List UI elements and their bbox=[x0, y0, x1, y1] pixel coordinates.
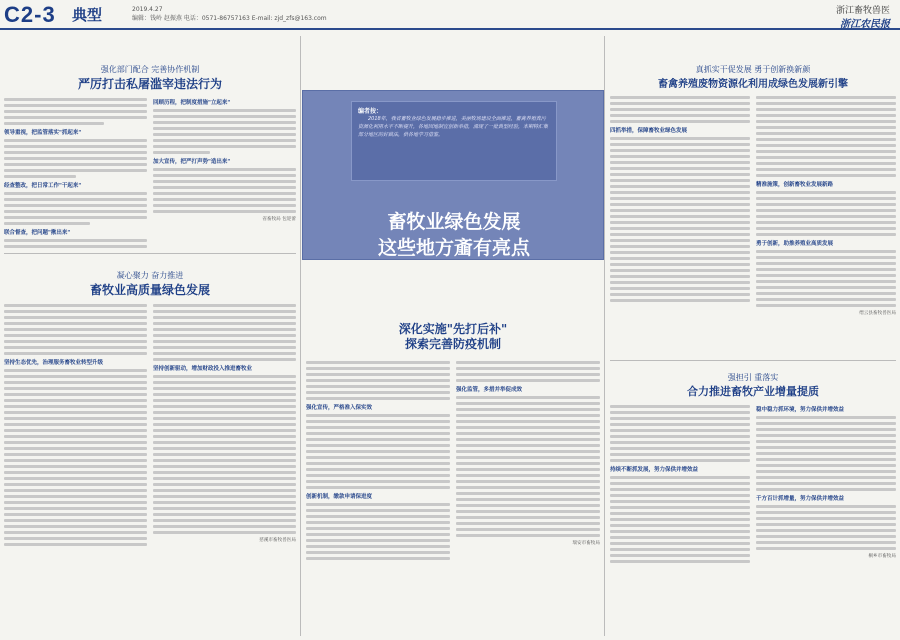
section-divider bbox=[610, 360, 896, 361]
mid-article-headline bbox=[302, 322, 604, 352]
article-byline: 桐乡市畜牧局 bbox=[868, 554, 896, 559]
column-divider bbox=[604, 36, 605, 636]
editor-note-label: 编者按： bbox=[358, 108, 383, 115]
article-subheading: 千方百计抓增量，努力保供并增效益 bbox=[756, 496, 845, 502]
article-headline: 畜牧业高质量绿色发展 bbox=[89, 283, 210, 297]
article-left-bottom bbox=[4, 270, 296, 636]
header-meta bbox=[132, 5, 327, 23]
article-column bbox=[610, 93, 750, 316]
article-byline: 慈溪市畜牧兽医局 bbox=[259, 538, 296, 543]
article-subheading: 强化宣传，严格准入保实效 bbox=[306, 405, 373, 411]
masthead-logo: 浙江农民报 bbox=[840, 19, 890, 30]
article-subheading: 强化监管，多措并举促成效 bbox=[456, 387, 523, 393]
article-byline: 缙云县畜牧兽医局 bbox=[859, 311, 896, 316]
article-subheading: 加大宣传，把严打声势"造出来" bbox=[153, 159, 231, 165]
mid-article-title: 探索完善防疫机制 bbox=[404, 337, 501, 351]
article-column bbox=[456, 358, 600, 638]
section-divider bbox=[4, 253, 296, 254]
article-subheading: 坚持创新驱动，增加财政投入推进畜牧业 bbox=[153, 366, 253, 372]
article-headline: 合力推进畜牧产业增量提质 bbox=[687, 385, 819, 398]
article-subheading: 坚持生态优先，治理服务畜牧业转型升级 bbox=[4, 360, 104, 366]
article-subheading: 创新机制，缴款申请保进度 bbox=[306, 494, 373, 500]
page-code: C2-3 bbox=[4, 2, 56, 27]
article-column bbox=[4, 301, 147, 549]
article-subheading: 精准施策，创新畜牧业发展新路 bbox=[756, 182, 834, 188]
feature-title-text: 畜牧业绿色发展 这些地方齑有亮点 bbox=[377, 211, 530, 259]
paper-name: 浙江畜牧兽医 bbox=[835, 6, 890, 16]
article-subheading: 经查整改，把日常工作"干起来" bbox=[4, 183, 82, 189]
article-byline: 瑞安市畜牧局 bbox=[572, 541, 600, 546]
article-column bbox=[153, 301, 296, 549]
feature-title bbox=[303, 209, 605, 261]
article-kicker: 强担引 重落实 bbox=[727, 373, 779, 382]
article-subheading: 四抓举措，保障畜牧业绿色发展 bbox=[610, 128, 688, 134]
article-column bbox=[756, 93, 896, 316]
issue-date: 2019.4.27 bbox=[132, 6, 163, 13]
center-feature bbox=[302, 30, 604, 640]
article-column bbox=[4, 95, 147, 250]
article-kicker: 强化部门配合 完善协作机制 bbox=[100, 65, 200, 74]
article-right-bottom bbox=[610, 372, 896, 636]
column-divider bbox=[300, 36, 301, 636]
mid-article-body bbox=[306, 358, 600, 638]
article-headline: 畜禽养殖废物资源化利用成绿色发展新引擎 bbox=[658, 79, 848, 90]
page-header bbox=[0, 0, 900, 30]
article-subheading: 领导重视，把监管落实"抓起来" bbox=[4, 130, 82, 136]
article-column bbox=[153, 95, 296, 250]
article-subheading: 勇于创新，助推养殖业高质发展 bbox=[756, 241, 834, 247]
article-column bbox=[306, 358, 450, 638]
article-column bbox=[610, 402, 750, 566]
section-title: 典型 bbox=[72, 6, 103, 24]
editor-note bbox=[351, 101, 557, 181]
article-right-top bbox=[610, 64, 896, 356]
feature-banner bbox=[302, 90, 604, 260]
article-subheading: 稳中稳力抓环境，努力保供并增效益 bbox=[756, 407, 845, 413]
article-column bbox=[756, 402, 896, 566]
article-subheading: 回顾历程，把制度措施"立起来" bbox=[153, 100, 231, 106]
editor-note-text: 2018年，我省畜牧业绿色发展稳步推进，美丽牧场建设全面推进，畜禽养殖粪污资源化利用水平不断提升，各地因地制宜创新举措，涌现了一批典型经验，本期特汇集部分地区的好做法，供各地学习借鉴。 bbox=[358, 116, 549, 138]
article-subheading: 持续不断抓发展，努力保供并增效益 bbox=[610, 467, 699, 473]
article-kicker: 凝心聚力 奋力推进 bbox=[116, 271, 184, 280]
article-headline: 严厉打击私屠滥宰违法行为 bbox=[77, 77, 222, 91]
article-subheading: 联合督查，把问题"揪出来" bbox=[4, 230, 71, 236]
mid-article-kicker: 深化实施"先打后补" bbox=[398, 322, 508, 336]
article-byline: 省畜牧局 包迎蕾 bbox=[262, 217, 296, 222]
article-left-top bbox=[4, 64, 296, 250]
editor-line: 编辑：钱岭 赵振燕 电话：0571-86757163 E-mail: zjd_zfs@163.com bbox=[132, 15, 327, 22]
article-kicker: 真抓实干促发展 勇于创新换新颜 bbox=[695, 65, 811, 74]
